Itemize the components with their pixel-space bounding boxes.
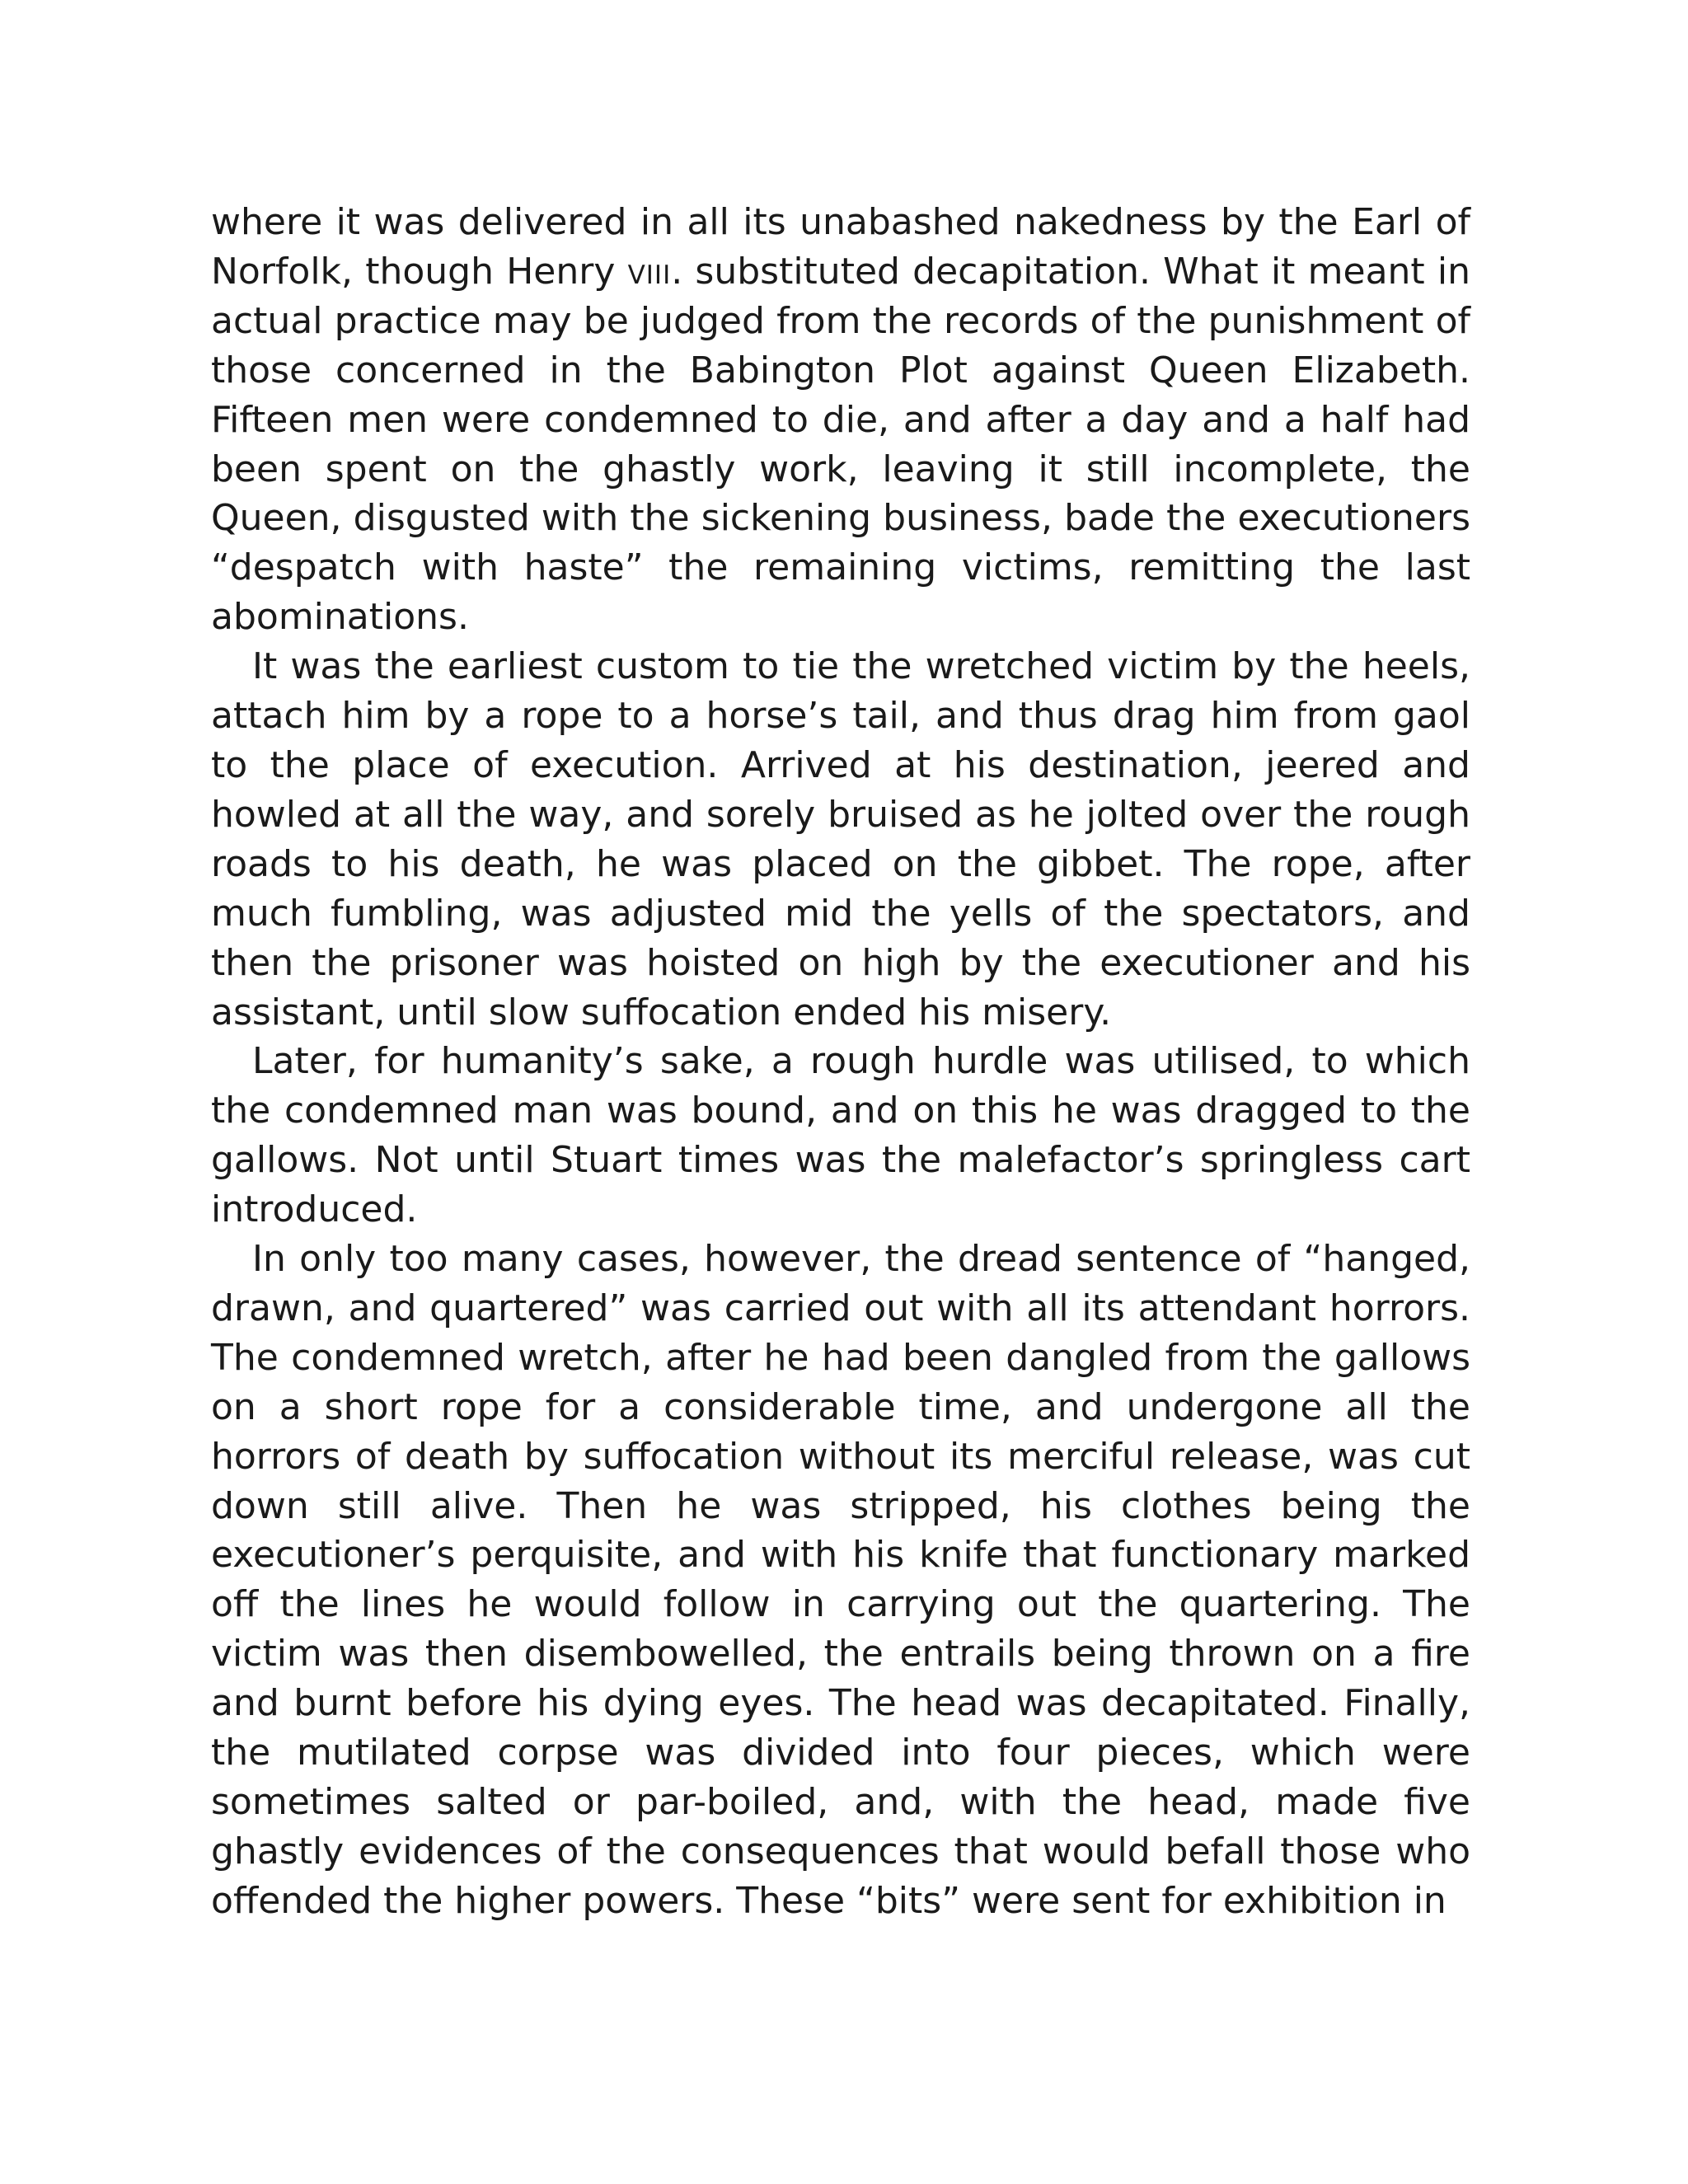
paragraph-4: In only too many cases, however, the dread sentence of “hanged, drawn, and quartered” was carried out with all its attendant horrors. The condemned wretch, after he had been dangled from the gallows on a short rope for a considerable time, and undergone all the horrors of death by suffocation without its merciful release, was cut down still alive. Then he was stripped, his clothes being the executioner’s perquisite, and with his knife that functionary marked off the lines he would follow in carrying out the quartering. The victim was then disembowelled, the entrails being thrown on a fire and burnt before his dying eyes. The head was decapitated. Finally, the mutilated corpse was divided into four pieces, which were sometimes salted or par-boiled, and, with the head, made five ghastly evidences of the consequences that would befall those who offended the higher powers. These “bits” were sent for exhibition in [211, 1238, 1470, 1922]
body-text [211, 198, 1470, 1926]
paragraph-1-part-1: where it was delivered in all its unabashed nakedness by the Earl of Norfolk, though Henry [211, 201, 1470, 293]
paragraph-3: Later, for humanity’s sake, a rough hurdle was utilised, to which the condemned man was bound, and on this he was dragged to the gallows. Not until Stuart times was the malefactor’s springless cart introduced. [211, 1040, 1470, 1231]
paragraph-1-part-2: . substituted decapitation. What it meant in actual practice may be judged from the records of the punishment of those concerned in the Babington Plot against Queen Elizabeth. Fifteen men were condemned to die, and after a day and a half had been spent on the ghastly work, leaving it still incomplete, the Queen, disgusted with the sickening business, bade the executioners “despatch with haste” the remaining victims, remitting the last abominations. [211, 250, 1470, 639]
regnal-number: viii [627, 250, 672, 293]
paragraph-2: It was the earliest custom to tie the wretched victim by the heels, attach him by a rope to a horse’s tail, and thus drag him from gaol to the place of execution. Arrived at his destination, jeered and howled at all the way, and sorely bruised as he jolted over the rough roads to his death, he was placed on the gibbet. The rope, after much fumbling, was adjusted mid the yells of the spectators, and then the prisoner was hoisted on high by the executioner and his assistant, until slow suffocation ended his misery. [211, 645, 1470, 1033]
paragraph-1 [211, 198, 1470, 642]
